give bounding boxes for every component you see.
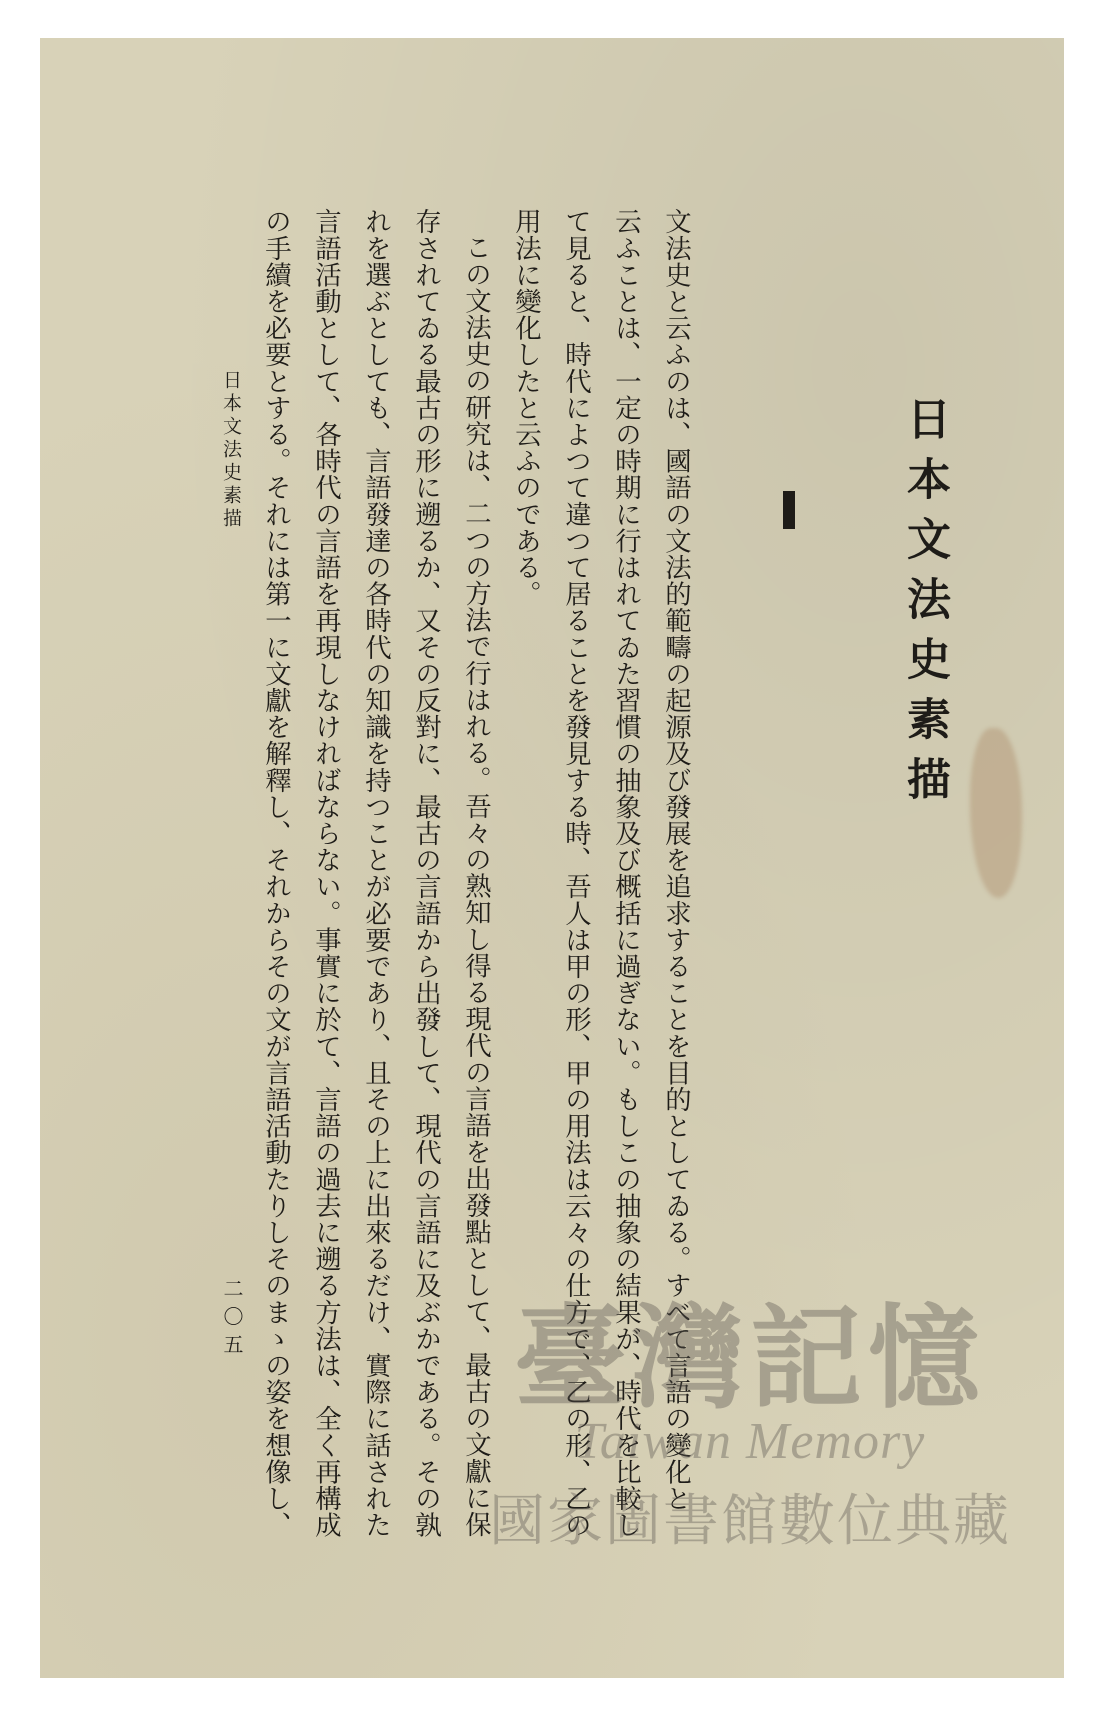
body-line: 云ふことは、一定の時期に行はれてゐた習慣の抽象及び概括に過ぎない。もしこの抽象の結果が、時代を比較し	[610, 208, 642, 1538]
body-line: 存されてゐる最古の形に遡るか、又その反對に、最古の言語から出發して、現代の言語に及ぶかである。その孰	[410, 208, 442, 1538]
page-title: 日本文法史素描	[899, 396, 950, 816]
watermark-org: 國家圖書館數位典藏	[489, 1488, 1011, 1554]
paper-stain	[970, 728, 1022, 898]
body-line: 用法に變化したと云ふのである。	[510, 208, 542, 607]
watermark	[470, 1293, 1030, 1670]
body-line: 文法史と云ふのは、國語の文法的範疇の起源及び發展を追求することを目的としてゐる。すべて言語の變化と	[660, 208, 692, 1512]
page-number: 二〇五	[220, 1278, 244, 1362]
body-line: 言語活動として、各時代の言語を再現しなければならない。事實に於て、言語の過去に遡る方法は、全く再構成	[310, 208, 342, 1538]
body-line: て見ると、時代によつて違つて居ることを發見する時、吾人は甲の形、甲の用法は云々の仕方で、乙の形、乙の	[560, 208, 592, 1538]
body-line: れを選ぶとしても、言語發達の各時代の知識を持つことが必要であり、且その上に出來るだけ、實際に話された	[360, 208, 392, 1538]
watermark-english: Taiwan Memory	[574, 1412, 926, 1470]
body-line: この文法史の研究は、二つの方法で行はれる。吾々の熟知し得る現代の言語を出發點として、最古の文獻に保	[460, 234, 492, 1538]
body-line: の手續を必要とする。それには第一に文獻を解釋し、それからその文が言語活動たりしそのまゝの姿を想像し、	[260, 208, 292, 1538]
section-number	[783, 491, 795, 529]
watermark-logo-text: 臺灣記憶	[514, 1293, 986, 1424]
running-header: 日本文法史素描	[220, 370, 242, 531]
